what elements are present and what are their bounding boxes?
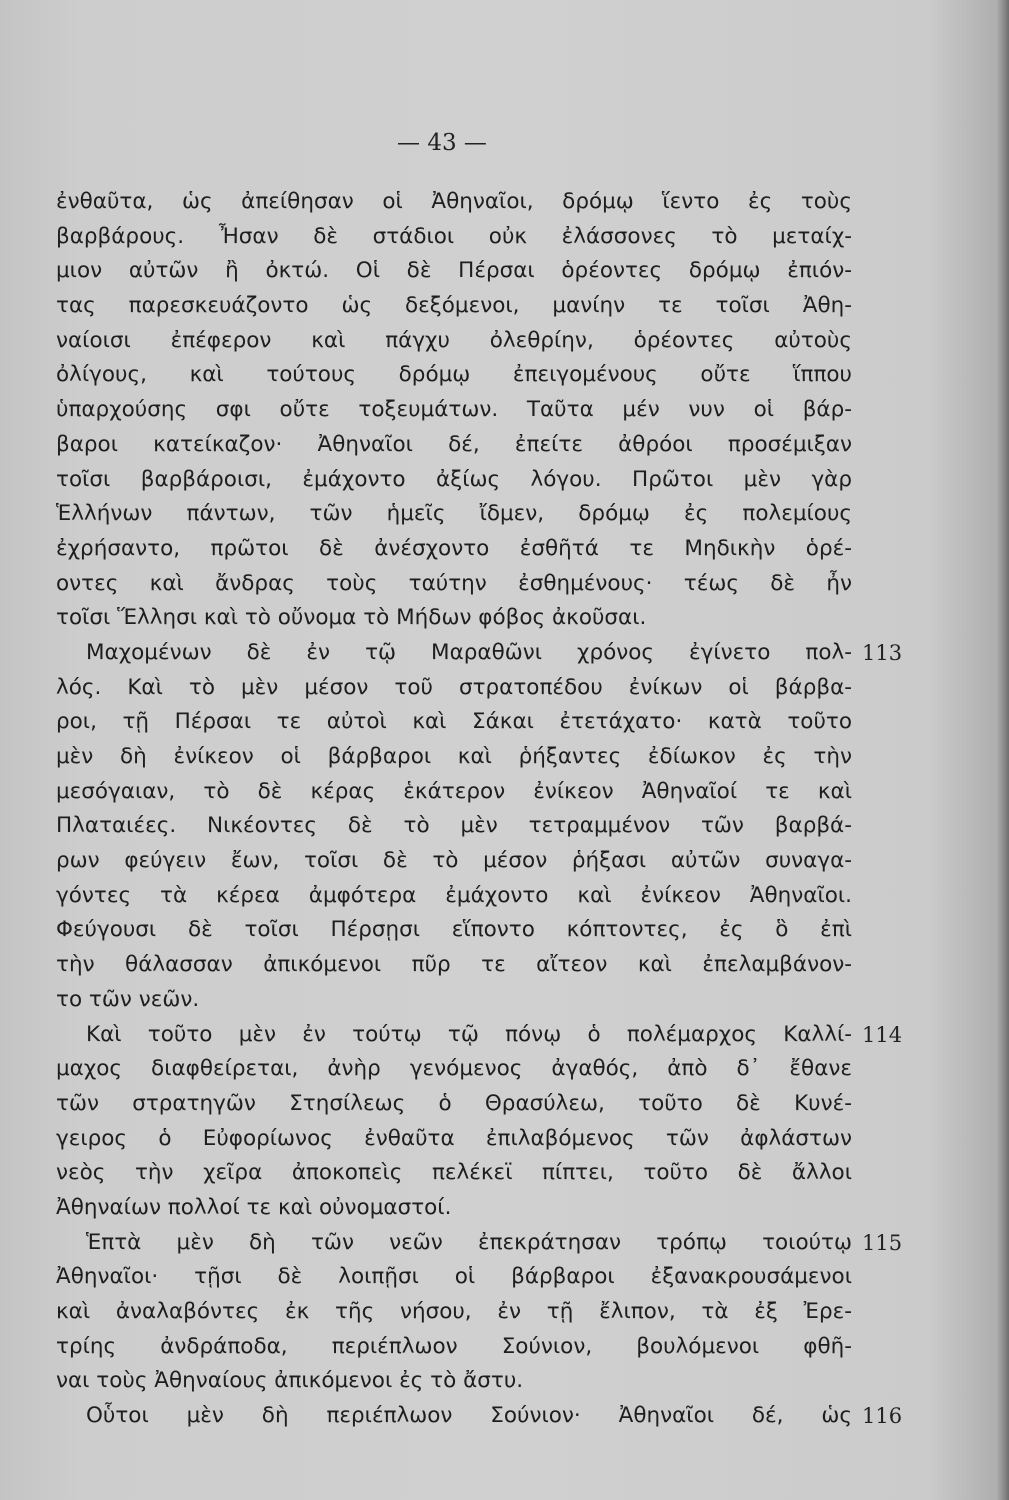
text-line xyxy=(56,844,852,879)
text-line xyxy=(56,809,852,844)
text-line xyxy=(56,358,852,393)
text-line xyxy=(56,289,852,324)
text-line-content: οντες καὶ ἄνδρας τοὺς ταύτην ἐσθημένους· τέως δὲ ἦν xyxy=(56,570,852,596)
section-number: 116 xyxy=(862,1404,903,1429)
text-line-content: Πλαταιέες. Νικέοντες δὲ τὸ μὲν τετραμμένον τῶν βαρβά- xyxy=(56,813,852,839)
text-line xyxy=(56,983,852,1018)
text-line xyxy=(56,948,852,983)
text-line xyxy=(56,1226,903,1261)
text-line-content: Καὶ τοῦτο μὲν ἐν τούτῳ τῷ πόνῳ ὁ πολέμαρχος Καλλί- xyxy=(86,1021,852,1047)
text-line xyxy=(56,1052,852,1087)
text-line-content: βαροι κατείκαζον· Ἀθηναῖοι δέ, ἐπείτε ἀθρόοι προσέμιξαν xyxy=(56,431,852,457)
text-line xyxy=(56,879,852,914)
text-line xyxy=(56,567,852,602)
text-line-content: μὲν δὴ ἐνίκεον οἱ βάρβαροι καὶ ῥήξαντες ἐδίωκον ἐς τὴν xyxy=(56,744,852,769)
text-line xyxy=(56,775,852,810)
text-line-content: Φεύγουσι δὲ τοῖσι Πέρσῃσι εἵποντο κόπτοντες, ἐς ὃ ἐπὶ xyxy=(56,917,852,943)
section-number: 115 xyxy=(862,1230,903,1255)
text-line xyxy=(56,1156,852,1191)
text-line-content: το τῶν νεῶν. xyxy=(56,986,200,1012)
text-line-content: ὀλίγους, καὶ τούτους δρόμῳ ἐπειγομένους οὔτε ἵππου xyxy=(56,362,852,388)
text-line xyxy=(56,1399,903,1434)
text-line xyxy=(56,1330,852,1365)
text-line-content: τὴν θάλασσαν ἀπικόμενοι πῦρ τε αἴτεον καὶ ἐπελαμβάνον- xyxy=(56,952,852,978)
text-line xyxy=(56,1295,852,1330)
text-line-content: γόντες τὰ κέρεα ἀμφότερα ἐμάχοντο καὶ ἐνίκεον Ἀθηναῖοι. xyxy=(56,882,852,908)
text-line-content: Ἑλλήνων πάντων, τῶν ἡμεῖς ἴδμεν, δρόμῳ ἐς πολεμίους xyxy=(56,501,852,527)
text-line xyxy=(56,671,852,706)
text-line xyxy=(56,1260,852,1295)
text-line-content: ναίοισι ἐπέφερον καὶ πάγχυ ὀλεθρίην, ὁρέοντες αὐτοὺς xyxy=(56,327,852,353)
text-line xyxy=(56,913,852,948)
text-line-content: ὑπαρχούσης σφι οὔτε τοξευμάτων. Ταῦτα μέν νυν οἱ βάρ- xyxy=(56,397,852,423)
text-line-content: Οὗτοι μὲν δὴ περιέπλωον Σούνιον· Ἀθηναῖοι δέ, ὡς xyxy=(86,1403,852,1429)
text-line-content: μεσόγαιαν, τὸ δὲ κέρας ἑκάτερον ἐνίκεον Ἀθηναῖοί τε καὶ xyxy=(56,778,852,804)
page-number: — 43 — xyxy=(397,130,487,156)
text-line xyxy=(56,601,852,636)
text-line xyxy=(56,393,852,428)
text-line xyxy=(56,1191,852,1226)
text-line-content: ρων φεύγειν ἔων, τοῖσι δὲ τὸ μέσον ῥήξασι αὐτῶν συναγα- xyxy=(56,848,852,874)
text-line xyxy=(56,463,852,498)
text-line-content: τοῖσι βαρβάροισι, ἐμάχοντο ἀξίως λόγου. Πρῶτοι μὲν γὰρ xyxy=(56,466,852,492)
text-line-content: καὶ ἀναλαβόντες ἐκ τῆς νήσου, ἐν τῇ ἔλιπον, τὰ ἐξ Ἐρε- xyxy=(56,1299,852,1324)
text-line-content: ναι τοὺς Ἀθηναίους ἀπικόμενοι ἐς τὸ ἄστυ. xyxy=(56,1368,524,1394)
text-line-content: Ἀθηναῖοι· τῇσι δὲ λοιπῇσι οἱ βάρβαροι ἐξανακρουσάμενοι xyxy=(56,1264,852,1290)
page-edge-shadow xyxy=(995,0,1009,1500)
text-line xyxy=(56,324,852,359)
text-line-content: Ἑπτὰ μὲν δὴ τῶν νεῶν ἐπεκράτησαν τρόπῳ τοιούτῳ xyxy=(86,1229,852,1255)
text-line xyxy=(56,254,852,289)
text-line xyxy=(56,532,852,567)
text-line xyxy=(56,1018,903,1053)
text-line-content: τας παρεσκευάζοντο ὡς δεξόμενοι, μανίην τε τοῖσι Ἀθη- xyxy=(56,293,852,319)
text-line-content: Μαχομένων δὲ ἐν τῷ Μαραθῶνι χρόνος ἐγίνετο πολ- xyxy=(86,639,852,665)
text-line xyxy=(56,740,852,775)
section-number: 113 xyxy=(862,640,903,665)
body-text xyxy=(56,185,903,1434)
text-line-content: τοῖσι Ἕλλησι καὶ τὸ οὔνομα τὸ Μήδων φόβος ἀκοῦσαι. xyxy=(56,605,647,631)
text-line xyxy=(56,1122,852,1157)
text-line-content: ἐχρήσαντο, πρῶτοι δὲ ἀνέσχοντο ἐσθῆτά τε Μηδικὴν ὁρέ- xyxy=(56,535,852,561)
section-number: 114 xyxy=(862,1022,903,1047)
text-line xyxy=(56,1087,852,1122)
text-line xyxy=(56,636,903,671)
text-line-content: ἐνθαῦτα, ὡς ἀπείθησαν οἱ Ἀθηναῖοι, δρόμῳ ἵεντο ἐς τοὺς xyxy=(56,189,852,214)
text-line-content: νεὸς τὴν χεῖρα ἀποκοπεὶς πελέκεϊ πίπτει, τοῦτο δὲ ἄλλοι xyxy=(56,1160,852,1186)
text-line-content: ροι, τῇ Πέρσαι τε αὐτοὶ καὶ Σάκαι ἐτετάχατο· κατὰ τοῦτο xyxy=(56,709,852,735)
text-line-content: βαρβάρους. Ἦσαν δὲ στάδιοι οὐκ ἐλάσσονες τὸ μεταίχ- xyxy=(56,223,852,249)
text-line xyxy=(56,1364,852,1399)
text-line-content: μιον αὐτῶν ἢ ὀκτώ. Οἱ δὲ Πέρσαι ὁρέοντες δρόμῳ ἐπιόν- xyxy=(56,258,852,284)
text-line xyxy=(56,185,852,220)
text-line xyxy=(56,428,852,463)
text-line-content: λός. Καὶ τὸ μὲν μέσον τοῦ στρατοπέδου ἐνίκων οἱ βάρβα- xyxy=(56,674,852,700)
text-line xyxy=(56,497,852,532)
text-line-content: Ἀθηναίων πολλοί τε καὶ οὐνομαστοί. xyxy=(56,1194,452,1220)
text-line-content: μαχος διαφθείρεται, ἀνὴρ γενόμενος ἀγαθός, ἀπὸ δ᾽ ἔθανε xyxy=(56,1056,852,1082)
text-line-content: γειρος ὁ Εὐφορίωνος ἐνθαῦτα ἐπιλαβόμενος τῶν ἀφλάστων xyxy=(56,1125,852,1151)
text-line xyxy=(56,220,852,255)
text-line-content: τῶν στρατηγῶν Στησίλεως ὁ Θρασύλεω, τοῦτο δὲ Κυνέ- xyxy=(56,1090,852,1116)
text-line xyxy=(56,705,852,740)
text-line-content: τρίης ἀνδράποδα, περιέπλωον Σούνιον, βουλόμενοι φθῆ- xyxy=(56,1333,852,1359)
